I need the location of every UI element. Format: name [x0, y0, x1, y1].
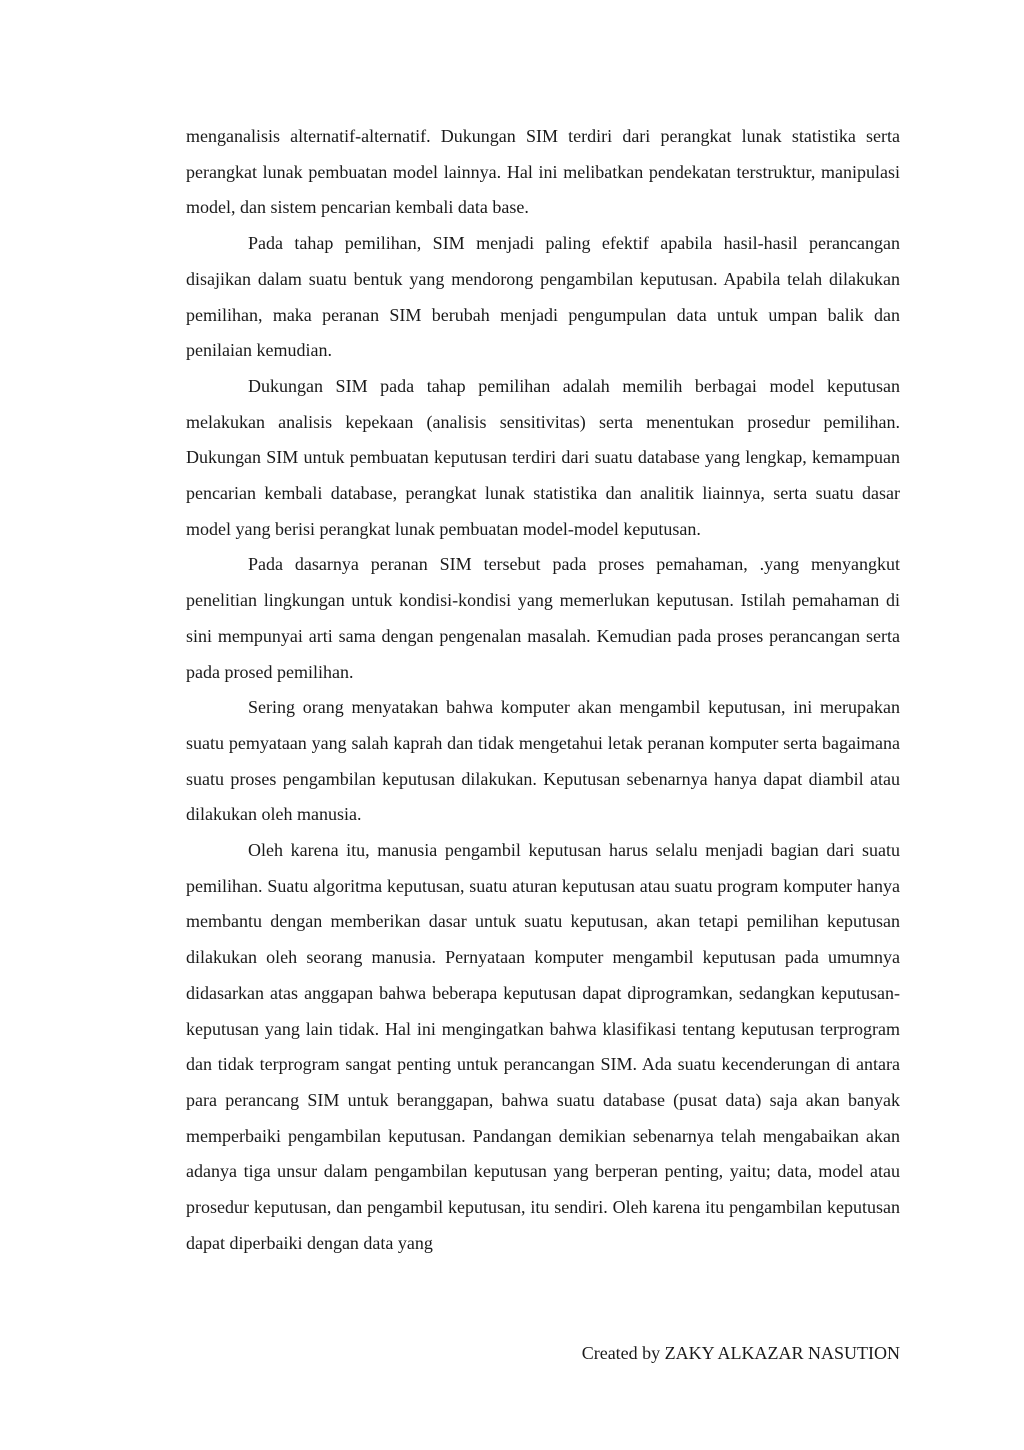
footer-credit: Created by ZAKY ALKAZAR NASUTION: [581, 1343, 900, 1363]
paragraph-dukungan-sim: Dukungan SIM pada tahap pemilihan adalah memilih berbagai model keputusan melakukan analisis kepekaan (analisis sensitivitas) serta menentukan prosedur pemilihan. Dukungan SIM untuk pembuatan keputusan terdiri dari suatu database yang lengkap, kemampuan pencarian kembali database, perangkat lunak statistika dan analitik liainnya, serta suatu dasar model yang berisi perangkat lunak pembuatan model-model keputusan.: [186, 375, 900, 539]
paragraph-continuation: menganalisis alternatif-alternatif. Dukungan SIM terdiri dari perangkat lunak statistika serta perangkat lunak pembuatan model lainnya. Hal ini melibatkan pendekatan terstruktur, manipulasi model, dan sistem pencarian kembali data base.: [186, 126, 900, 218]
paragraph-pada-dasarnya: Pada dasarnya peranan SIM tersebut pada proses pemahaman, .yang menyangkut penelitian lingkungan untuk kondisi-kondisi yang memerlukan keputusan. Istilah pemahaman di sini mempunyai arti sama dengan pengenalan masalah. Kemudian pada proses perancangan serta pada prosed pemilihan.: [186, 554, 900, 682]
document-body: [186, 119, 900, 1262]
paragraph-tahap-pemilihan: Pada tahap pemilihan, SIM menjadi paling efektif apabila hasil-hasil perancangan disajikan dalam suatu bentuk yang mendorong pengambilan keputusan. Apabila telah dilakukan pemilihan, maka peranan SIM berubah menjadi pengumpulan data untuk umpan balik dan penilaian kemudian.: [186, 233, 900, 361]
paragraph-oleh-karena-itu: Oleh karena itu, manusia pengambil keputusan harus selalu menjadi bagian dari suatu pemilihan. Suatu algoritma keputusan, suatu aturan keputusan atau suatu program komputer hanya membantu dengan memberikan dasar untuk suatu keputusan, akan tetapi pemilihan keputusan dilakukan oleh seorang manusia. Pernyataan komputer mengambil keputusan pada umumnya didasarkan atas anggapan bahwa beberapa keputusan dapat diprogramkan, sedangkan keputusan-keputusan yang lain tidak. Hal ini mengingatkan bahwa klasifikasi tentang keputusan terprogram dan tidak terprogram sangat penting untuk perancangan SIM. Ada suatu kecenderungan di antara para perancang SIM untuk beranggapan, bahwa suatu database (pusat data) saja akan banyak memperbaiki pengambilan keputusan. Pandangan demikian sebenarnya telah mengabaikan akan adanya tiga unsur dalam pengambilan keputusan yang berperan penting, yaitu; data, model atau prosedur keputusan, dan pengambil keputusan, itu sendiri. Oleh karena itu pengambilan keputusan dapat diperbaiki dengan data yang: [186, 840, 900, 1253]
paragraph-sering-orang: Sering orang menyatakan bahwa komputer akan mengambil keputusan, ini merupakan suatu pemyataan yang salah kaprah dan tidak mengetahui letak peranan komputer serta bagaimana suatu proses pengambilan keputusan dilakukan. Keputusan sebenarnya hanya dapat diambil atau dilakukan oleh manusia.: [186, 697, 900, 825]
